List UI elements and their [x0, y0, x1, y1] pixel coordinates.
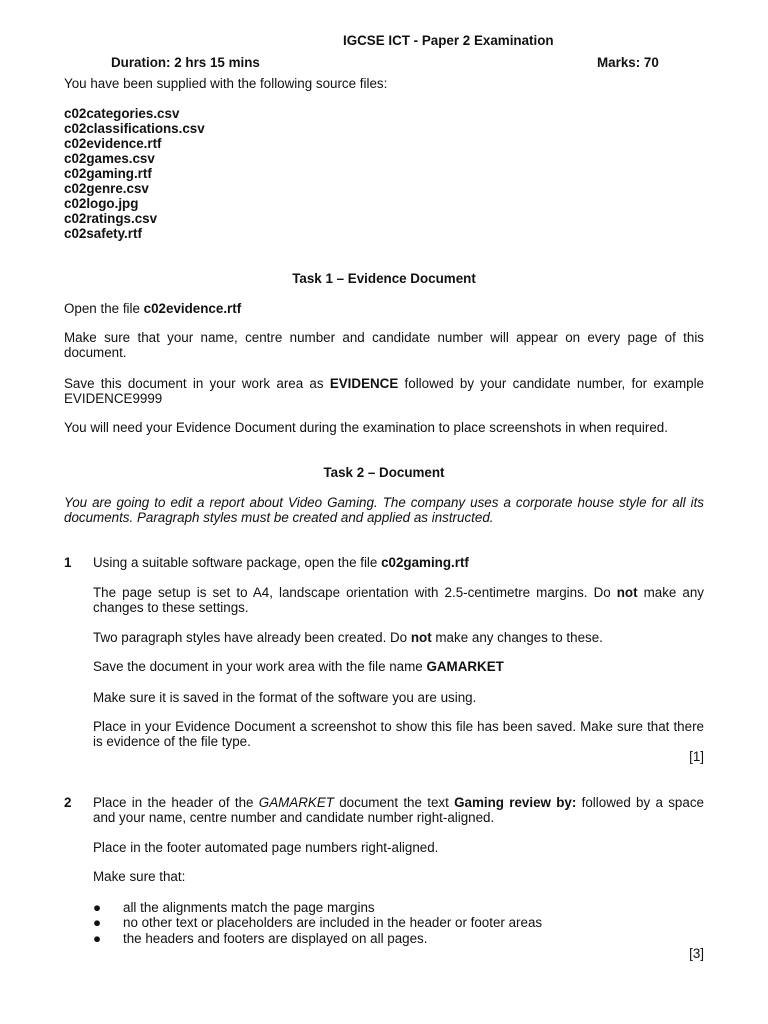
- q1-setup: The page setup is set to A4, landscape orientation with 2.5-centimetre margins. Do not make any changes to these settings.: [93, 585, 704, 615]
- task1-need: You will need your Evidence Document during the examination to place screenshots in when required.: [64, 420, 668, 435]
- list-item: the headers and footers are displayed on all pages.: [123, 931, 428, 946]
- duration: Duration: 2 hrs 15 mins: [111, 55, 260, 70]
- source-file: c02classifications.csv: [64, 121, 205, 136]
- source-file: c02evidence.rtf: [64, 136, 162, 151]
- q2-make-sure: Make sure that:: [93, 869, 186, 884]
- q2-header-instruction: Place in the header of the GAMARKET document the text Gaming review by: followed by a space and your name, centre number and candidate number right-aligned.: [93, 795, 704, 825]
- task1-heading: Task 1 – Evidence Document: [292, 271, 476, 286]
- source-file: c02ratings.csv: [64, 211, 158, 226]
- task2-intro: You are going to edit a report about Video Gaming. The company uses a corporate house style for all its documents. Paragraph styles must be created and applied as instructed.: [64, 495, 704, 525]
- source-file: c02logo.jpg: [64, 196, 139, 211]
- q1-mark: [1]: [689, 749, 704, 764]
- exam-title: IGCSE ICT - Paper 2 Examination: [343, 33, 554, 48]
- source-file: c02safety.rtf: [64, 226, 142, 241]
- question-number: 1: [64, 555, 72, 570]
- q1-save: Save the document in your work area with the file name GAMARKET: [93, 659, 504, 674]
- source-file-list: [64, 106, 205, 241]
- q1-evidence: Place in your Evidence Document a screenshot to show this file has been saved. Make sure that there is evidence of the file type.: [93, 719, 704, 749]
- task1-save: Save this document in your work area as EVIDENCE followed by your candidate number, for example EVIDENCE9999: [64, 376, 705, 406]
- task1-open: Open the file c02evidence.rtf: [64, 301, 242, 316]
- q2-mark: [3]: [689, 946, 704, 961]
- question-number: 2: [64, 795, 72, 810]
- task2-heading: Task 2 – Document: [323, 465, 445, 480]
- bullet-icon: ●: [93, 915, 102, 930]
- task1-make-sure: Make sure that your name, centre number and candidate number will appear on every page of this document.: [64, 330, 704, 360]
- source-file: c02games.csv: [64, 151, 155, 166]
- total-marks: Marks: 70: [597, 55, 659, 70]
- list-item: no other text or placeholders are included in the header or footer areas: [123, 915, 543, 930]
- source-file: c02categories.csv: [64, 106, 180, 121]
- q1-format: Make sure it is saved in the format of the software you are using.: [93, 690, 477, 705]
- source-file: c02gaming.rtf: [64, 166, 152, 181]
- bullet-icon: ●: [93, 931, 102, 946]
- q2-footer-instruction: Place in the footer automated page numbers right-aligned.: [93, 840, 439, 855]
- supplied-text: You have been supplied with the following source files:: [64, 76, 388, 91]
- q1-open: Using a suitable software package, open the file c02gaming.rtf: [93, 555, 469, 570]
- bullet-icon: ●: [93, 900, 102, 915]
- q1-styles: Two paragraph styles have already been created. Do not make any changes to these.: [93, 630, 603, 645]
- list-item: all the alignments match the page margins: [123, 900, 375, 915]
- source-file: c02genre.csv: [64, 181, 149, 196]
